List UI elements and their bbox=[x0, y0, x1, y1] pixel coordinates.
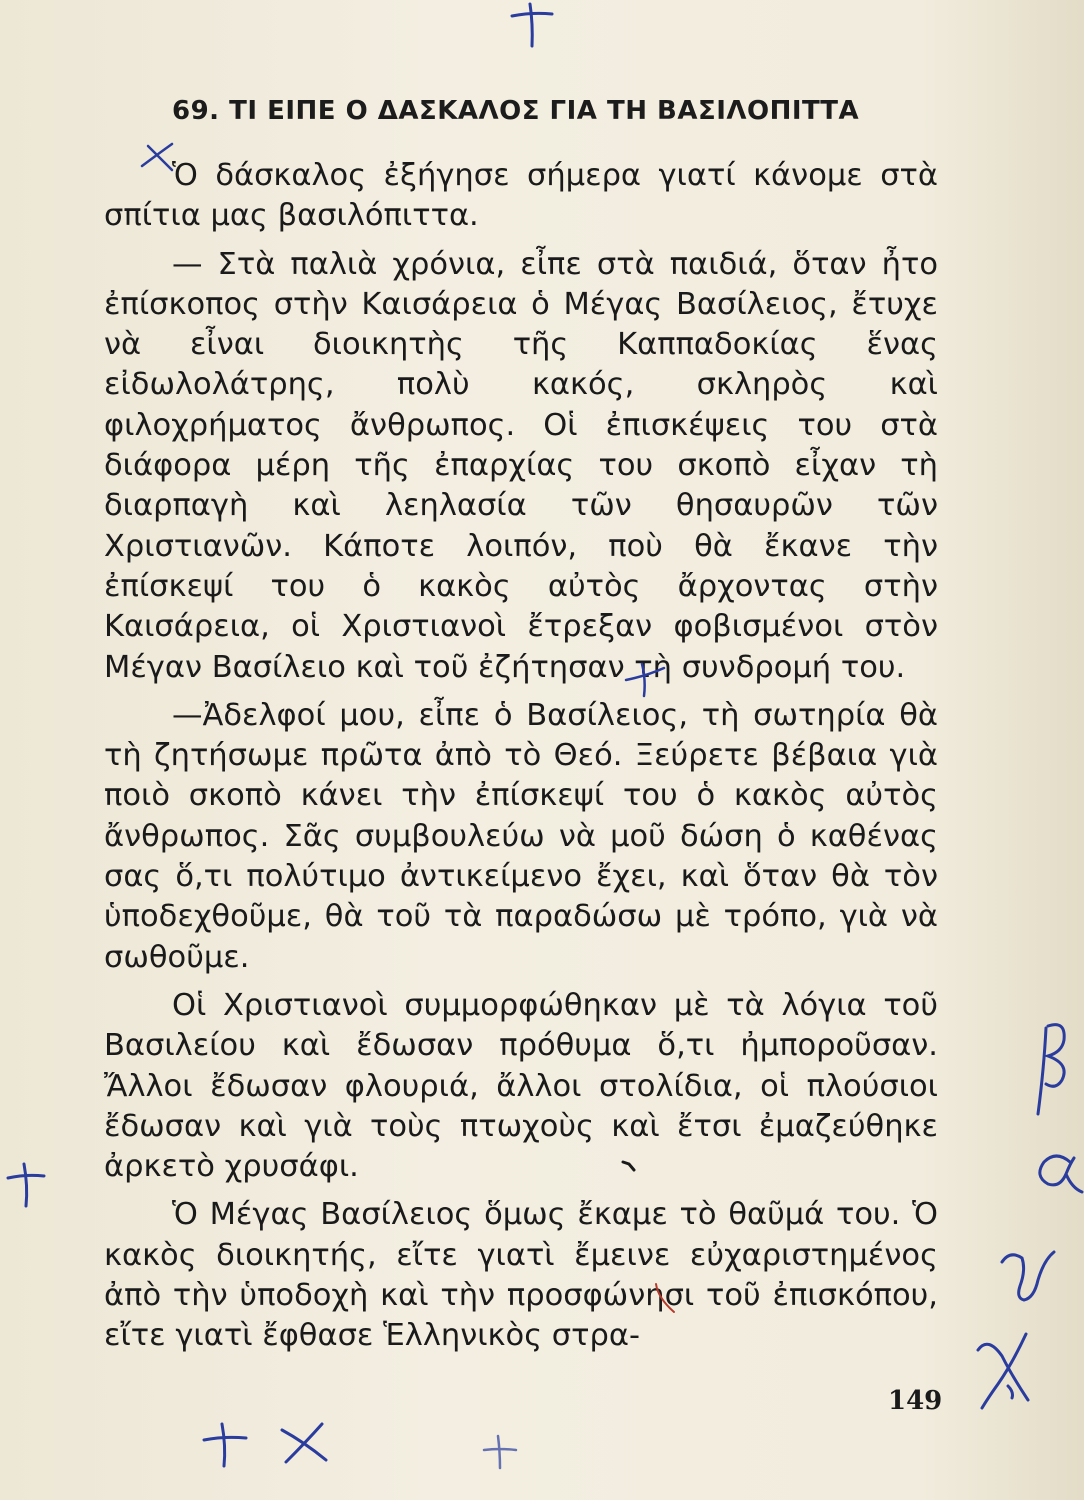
cross-mark-bottom-1 bbox=[200, 1420, 250, 1470]
paragraph-5: Ὁ Μέγας Βασίλειος ὅμως ἔκαμε τὸ θαῦμά του. Ὁ κακὸς διοικητής, εἴτε γιατὶ ἔμεινε εὐχαριστημένος ἀπὸ τὴν ὑποδοχὴ καὶ τὴν προσφώνησι τοῦ ἐπισκόπου, εἴτε γιατὶ ἔφθασε Ἑλληνικὸς στρα- bbox=[104, 1197, 938, 1354]
cross-mark-left-margin bbox=[4, 1160, 48, 1210]
paragraph-2: — Στὰ παλιὰ χρόνια, εἶπε στὰ παιδιά, ὅταν ἦτο ἐπίσκοπος στὴν Καισάρεια ὁ Μέγας Βασίλειος, ἔτυχε νὰ εἶναι διοικητὴς τῆς Καππαδοκίας ἕνας εἰδωλολάτρης, πολὺ κακός, σκληρὸς καὶ φιλοχρήματος ἄνθρωπος. Οἱ ἐπισκέψεις του στὰ διάφορα μέρη τῆς ἐπαρχίας του σκοπὸ εἶχαν τὴ διαρπαγὴ καὶ λεηλασία τῶν θησαυρῶν τῶν Χριστιανῶν. Κάποτε λοιπόν, ποὺ θὰ ἔκανε τὴν ἐπίσκεψί του ὁ κακὸς αὐτὸς ἄρχοντας στὴν Καισάρεια, οἱ Χριστιανοὶ ἔτρεξαν φοβισμένοι στὸν Μέγαν Βασίλειο καὶ τοῦ ἐζήτησαν τὴ συνδρομή του. bbox=[104, 246, 938, 685]
cross-mark-bottom-3 bbox=[480, 1432, 520, 1472]
margin-letter-alpha bbox=[1030, 1148, 1084, 1198]
paragraph-4: Οἱ Χριστιανοὶ συμμορφώθηκαν μὲ τὰ λόγια τοῦ Βασιλείου καὶ ἔδωσαν πρόθυμα ὅ,τι ἠμποροῦσαν. Ἄλλοι ἔδωσαν φλουριά, ἄλλοι στολίδια, οἱ πλούσιοι ἔδωσαν καὶ γιὰ τοὺς πτωχοὺς καὶ ἔτσι ἐμαζεύθηκε ἀρκετὸ χρυσάφι. bbox=[104, 987, 938, 1185]
margin-letter-beta bbox=[1018, 1018, 1078, 1118]
margin-letter-chi bbox=[968, 1316, 1048, 1416]
cross-mark-bottom-2 bbox=[276, 1416, 332, 1472]
page-number: 149 bbox=[888, 1386, 943, 1416]
cross-mark-top bbox=[506, 2, 556, 48]
paragraph-3: —Ἀδελφοί μου, εἶπε ὁ Βασίλειος, τὴ σωτηρία θὰ τὴ ζητήσωμε πρῶτα ἀπὸ τὸ Θεό. Ξεύρετε βέβαια γιὰ ποιὸ σκοπὸ κάνει τὴν ἐπίσκεψί του ὁ κακὸς αὐτὸς ἄνθρωπος. Σᾶς συμβουλεύω νὰ μοῦ δώση ὁ καθένας σας ὅ,τι πολύτιμο ἀντικείμενο ἔχει, καὶ ὅταν θὰ τὸν ὑποδεχθοῦμε, θὰ τοῦ τὰ παραδώσω μὲ τρόπο, γιὰ νὰ σωθοῦμε. bbox=[104, 697, 938, 975]
paragraph-1: Ὁ δάσκαλος ἐξήγησε σήμερα γιατί κάνομε στὰ σπίτια μας βασιλόπιττα. bbox=[104, 158, 938, 234]
chapter-heading: 69. ΤΙ ΕΙΠΕ Ο ΔΑΣΚΑΛΟΣ ΓΙΑ ΤΗ ΒΑΣΙΛΟΠΙΤΤΑ bbox=[172, 96, 860, 126]
margin-letter-gamma bbox=[996, 1240, 1066, 1306]
chapter-body bbox=[104, 156, 938, 1357]
